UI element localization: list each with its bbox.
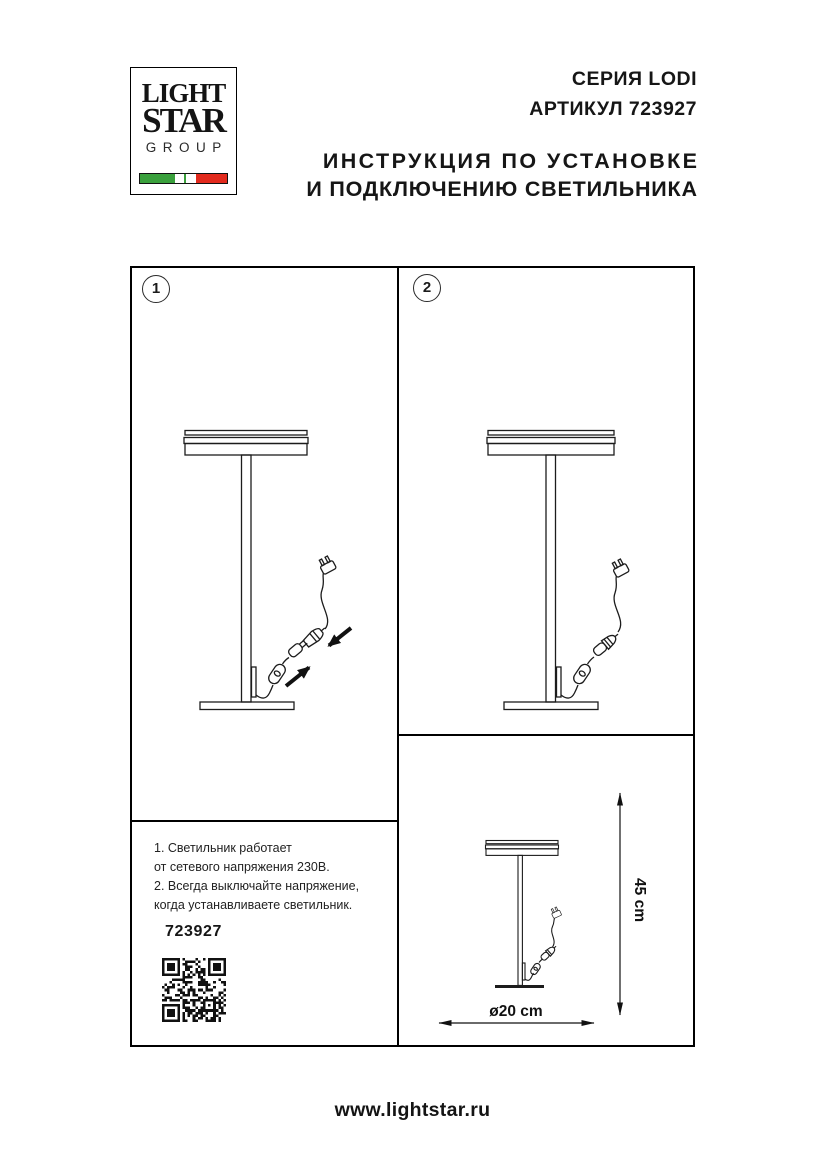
lamp-base [504, 702, 598, 710]
qr-code [162, 958, 226, 1022]
step-1-diagram [132, 268, 397, 820]
power-cord [552, 919, 555, 948]
step-1-number: 1 [151, 280, 161, 297]
inline-switch [529, 962, 541, 976]
connector-joined [592, 630, 622, 658]
inline-switch [572, 662, 593, 686]
lamp-base [200, 702, 294, 710]
diagram-grid [130, 266, 695, 1047]
lamp-shade [487, 431, 615, 456]
lamp-stem [546, 455, 556, 702]
power-cord [614, 576, 621, 632]
dimensions-diagram [398, 736, 692, 1045]
document-title [306, 147, 700, 203]
cord-bracket [252, 667, 257, 697]
step-2-diagram [398, 268, 692, 734]
flag-center-tick [184, 174, 186, 183]
inline-switch [267, 662, 288, 686]
connector-male [287, 638, 308, 658]
power-cord [588, 657, 595, 664]
article-line: АРТИКУЛ 723927 [529, 98, 697, 120]
cord-bracket [522, 963, 525, 980]
header [306, 64, 700, 203]
step-2-number: 2 [422, 279, 432, 296]
lamp-shade [184, 431, 308, 456]
diameter-dimension-label: ø20 cm [489, 1003, 543, 1020]
footer-website: www.lightstar.ru [334, 1099, 491, 1121]
lamp-stem [518, 855, 522, 985]
note-line: 1. Светильник работает [154, 841, 292, 855]
connector-joined [540, 944, 559, 962]
note-line: от сетевого напряжения 230В. [154, 860, 330, 874]
power-plug [317, 555, 336, 575]
series-line: СЕРИЯ LODI [571, 68, 697, 90]
doc-title-line2: И ПОДКЛЮЧЕНИЮ СВЕТИЛЬНИКА [306, 177, 698, 201]
height-dimension-label: 45 cm [631, 878, 648, 922]
italian-flag-bar [139, 173, 228, 184]
doc-title-line1: ИНСТРУКЦИЯ ПО УСТАНОВКЕ [322, 149, 700, 173]
note-line: когда устанавливаете светильник. [154, 898, 353, 912]
note-line: 2. Всегда выключайте напряжение, [154, 879, 360, 893]
lightstar-logo [130, 67, 237, 195]
flag-green-segment [140, 174, 175, 183]
flag-red-segment [196, 174, 227, 183]
power-cord [283, 658, 290, 665]
lamp-shade [486, 841, 559, 856]
power-cord [561, 685, 578, 698]
power-plug [610, 558, 629, 578]
logo-text-group: GROUP [145, 140, 228, 155]
power-plug [550, 906, 562, 918]
safety-notes [154, 839, 359, 915]
lamp-stem [242, 455, 252, 702]
power-cord [321, 573, 328, 629]
power-cord [256, 685, 273, 698]
left-horizontal-divider [132, 820, 397, 822]
logo-text-star: STAR [142, 101, 225, 140]
article-number: 723927 [165, 923, 222, 940]
logo-text-light: LIGHT [141, 78, 226, 108]
connector-female [302, 624, 328, 649]
cord-bracket [557, 667, 562, 697]
